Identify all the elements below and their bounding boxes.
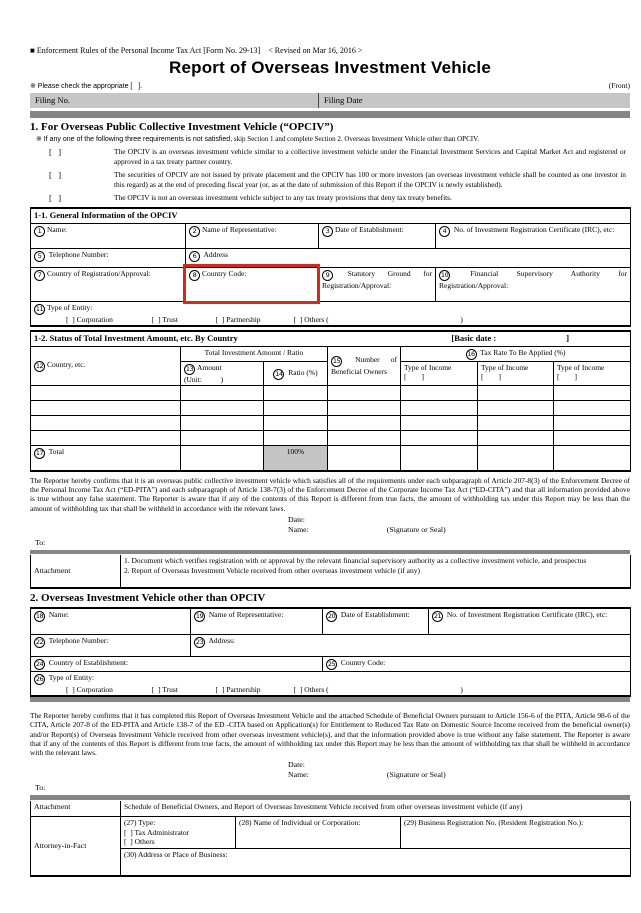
date-label[interactable]: Date: — [288, 515, 305, 525]
input-cell[interactable] — [264, 431, 328, 446]
revision-date: < Revised on Mar 16, 2016 > — [268, 46, 363, 55]
field-country-establishment[interactable]: 24 Country of Establishment: — [31, 656, 323, 671]
circled-15: 15 — [332, 357, 341, 366]
field-address[interactable]: 23 Address: — [191, 634, 631, 656]
col-header-income-2: Type of Income [ ] — [478, 361, 554, 386]
field-entity-type: 26 Type of Entity: [ ] Corporation [ ] Trust [ ] Partnership [ ] Others ( ) — [31, 671, 631, 696]
section2-title: 2. Overseas Investment Vehicle other than OPCIV — [30, 592, 266, 605]
circled-3: 3 — [322, 226, 333, 237]
circled-20: 20 — [327, 612, 336, 621]
total-row-label: 17 Total — [31, 446, 181, 471]
field-address[interactable]: 6 Address — [186, 248, 631, 267]
input-cell[interactable] — [181, 401, 264, 416]
circled-14: 14 — [275, 369, 283, 378]
filing-bar — [30, 93, 630, 108]
field-name[interactable]: 1 Name: — [31, 223, 186, 248]
filing-date-field[interactable]: Filing Date — [318, 93, 630, 108]
field-name[interactable]: 18 Name: — [31, 608, 191, 634]
input-cell[interactable] — [264, 416, 328, 431]
attachment-table-1 — [30, 555, 631, 589]
entity-option-others-close: ) — [460, 684, 463, 694]
circled-18: 18 — [35, 612, 44, 621]
general-info-table — [30, 207, 631, 327]
input-cell[interactable] — [554, 401, 631, 416]
input-cell[interactable] — [554, 446, 631, 471]
col-header-income-3: Type of Income [ ] — [554, 361, 631, 386]
field-entity-type: 11 Type of Entity: [ ] Corporation [ ] Trust [ ] Partnership [ ] Others ( ) — [31, 301, 631, 326]
circled-4: 4 — [439, 226, 450, 237]
circled-26: 26 — [35, 674, 44, 683]
enforcement-rules-text: ■ Enforcement Rules of the Personal Income Tax Act [Form No. 29-13] — [30, 46, 261, 55]
input-cell[interactable] — [401, 416, 478, 431]
field-telephone[interactable]: 5 Telephone Number: — [31, 248, 186, 267]
filing-no-field[interactable]: Filing No. — [35, 95, 70, 105]
form-rule-line — [30, 46, 630, 55]
income-bracket[interactable]: [ ] — [557, 372, 577, 382]
input-cell[interactable] — [181, 416, 264, 431]
requirement-row — [30, 170, 630, 189]
field-country-code[interactable]: 25 Country Code: — [323, 656, 631, 671]
field-establishment-date[interactable]: 3 Date of Establishment: — [319, 223, 436, 248]
col-group-amount-ratio: Total Investment Amount / Ratio — [181, 346, 328, 361]
income-bracket[interactable]: [ ] — [481, 372, 501, 382]
circled-12: 12 — [35, 362, 44, 371]
input-cell[interactable] — [328, 386, 401, 401]
field-attorney-address[interactable]: (30) Address or Place of Business: — [121, 848, 631, 876]
field-attorney-name[interactable]: (28) Name of Individual or Corporation: — [236, 817, 401, 849]
entity-option-others[interactable]: [ ] Others ( — [293, 314, 329, 324]
attachment-label: Attachment — [31, 801, 121, 817]
signature-block — [288, 515, 630, 535]
circled-7: 7 — [34, 270, 45, 281]
to-label[interactable]: To: — [35, 782, 46, 792]
input-cell[interactable] — [31, 386, 181, 401]
input-cell[interactable] — [478, 431, 554, 446]
entity-option-others-close: ) — [460, 314, 463, 324]
input-cell[interactable] — [401, 386, 478, 401]
entity-option-others[interactable]: [ ] Others ( — [293, 684, 329, 694]
seal-label: (Signature or Seal) — [386, 769, 446, 779]
col-header-income-1: Type of Income [ ] — [401, 361, 478, 386]
input-cell[interactable] — [554, 386, 631, 401]
circled-24: 24 — [35, 659, 44, 668]
table-1-1-title: 1-1. General Information of the OPCIV — [31, 208, 631, 223]
input-cell[interactable] — [401, 431, 478, 446]
page-title: Report of Overseas Investment Vehicle — [168, 58, 492, 77]
input-cell[interactable] — [328, 401, 401, 416]
input-cell[interactable] — [31, 401, 181, 416]
circled-10: 10 — [440, 270, 449, 279]
input-cell[interactable] — [181, 446, 264, 471]
circled-22: 22 — [35, 637, 44, 646]
input-cell[interactable] — [264, 386, 328, 401]
field-country-code[interactable]: 8 Country Code: — [186, 267, 319, 301]
input-cell[interactable] — [31, 416, 181, 431]
name-label[interactable]: Name: — [288, 769, 309, 779]
circled-23: 23 — [195, 637, 204, 646]
type-option-others[interactable]: [ ] Others — [124, 837, 155, 847]
circled-6: 6 — [189, 251, 200, 262]
circled-1: 1 — [34, 226, 45, 237]
input-cell[interactable] — [478, 446, 554, 471]
field-supervisory-authority[interactable]: 10 Financial Supervisory Authority for Registration/Approval: — [436, 267, 631, 301]
signature-block — [288, 760, 630, 780]
attachment-item: 2. Report of Overseas Investment Vehicle received from other overseas investment vehicle (if any) — [124, 565, 421, 575]
circled-19: 19 — [195, 612, 204, 621]
basic-date-field[interactable]: [Basic date : ] — [451, 333, 570, 344]
col-header-ratio: 14 Ratio (%) — [264, 361, 328, 386]
circled-21: 21 — [433, 612, 442, 621]
to-label[interactable]: To: — [35, 538, 46, 548]
circled-17: 17 — [35, 449, 44, 458]
section1-title: 1. For Overseas Public Collective Investment Vehicle (“OPCIV”) — [30, 121, 334, 133]
field-business-registration-no[interactable]: (29) Business Registration No. (Resident Registration No.): — [401, 817, 631, 849]
investment-status-table — [30, 330, 631, 472]
circled-11: 11 — [35, 304, 44, 313]
input-cell[interactable] — [328, 416, 401, 431]
name-label[interactable]: Name: — [288, 525, 309, 535]
attorney-table — [30, 801, 631, 878]
input-cell[interactable] — [478, 416, 554, 431]
entity-option-trust[interactable]: [ ] Trust — [151, 684, 178, 694]
requirement1-text: The OPCIV is an overseas investment vehicle similar to a collective investment vehicle under the Financial Investment Services and Capital Market Act and registered or approved in a tax treaty partner country. — [114, 147, 626, 166]
section1-confirmation: The Reporter hereby confirms that it is an overseas public collective investment vehicle which satisfies all of the requirements under each subparagraph of Article 207-8(3) of the Enforcement Decree of the Personal Income Tax Act (“ED-PITA”) and each subparagraph of Article 138-7(3) of the Enforcement Decree of the Corporate Income Tax Act (“ED-CITA”) and that all information provided above is true without any false statement. The Reporter is aware that if any of the contents of this Report is different from true facts, the amount of withholding tax under this Report may be less than the amount of withholding tax that shall be withheld in accordance with the relevant laws. — [30, 475, 630, 513]
attachment-item: 1. Document which verifies registration with or approval by the relevant financial supervisory authority as a collective investment vehicle, and prospectus — [124, 556, 587, 566]
field-country-registration[interactable]: 7 Country of Registration/Approval: — [31, 267, 186, 301]
circled-5: 5 — [34, 251, 45, 262]
section-divider — [30, 550, 630, 554]
input-cell[interactable] — [181, 386, 264, 401]
field-representative[interactable]: 2 Name of Representative: — [186, 223, 319, 248]
total-ratio-value: 100% — [264, 446, 328, 471]
circled-8: 8 — [189, 270, 200, 281]
input-cell[interactable] — [328, 446, 401, 471]
input-cell[interactable] — [181, 431, 264, 446]
circled-16: 16 — [467, 349, 475, 358]
input-cell[interactable] — [328, 431, 401, 446]
entity-option-trust[interactable]: [ ] Trust — [151, 314, 178, 324]
attachment-items — [121, 555, 631, 588]
table-1-2-title: 1-2. Status of Total Investment Amount, etc. By Country — [34, 333, 238, 344]
input-cell[interactable] — [478, 386, 554, 401]
attachment-text: Schedule of Beneficial Owners, and Report of Overseas Investment Vehicle received from other overseas investment vehicle (if any) — [121, 801, 631, 817]
field-irc-no[interactable]: 21 No. of Investment Registration Certificate (IRC), etc: — [429, 608, 631, 634]
section-divider — [30, 697, 630, 702]
requirement3-checkbox[interactable]: [ ] — [49, 193, 62, 204]
entity-option-partnership[interactable]: [ ] Partnership — [215, 314, 261, 324]
type-option-tax-administrator[interactable]: [ ] Tax Administrator — [124, 827, 190, 837]
section1-note: ※ If any one of the following three requirements is not satisfied, skip Section 1 and complete Section 2. Overseas Investment Vehicle other than OPCIV. — [36, 135, 479, 143]
entity-option-partnership[interactable]: [ ] Partnership — [215, 684, 261, 694]
requirement3-text: The OPCIV is not an overseas investment vehicle subject to any tax treaty provisions that deny tax treaty benefits. — [114, 193, 452, 203]
entity-option-corporation[interactable]: [ ] Corporation — [66, 314, 113, 324]
input-cell[interactable] — [554, 431, 631, 446]
requirement2-checkbox[interactable]: [ ] — [49, 170, 62, 181]
date-label[interactable]: Date: — [288, 759, 305, 769]
input-cell[interactable] — [401, 446, 478, 471]
attachment-label: Attachment — [31, 555, 121, 588]
col-header-owners: 15 Number of Beneficial Owners — [328, 346, 401, 386]
input-cell[interactable] — [264, 401, 328, 416]
input-cell[interactable] — [31, 431, 181, 446]
requirement-row — [30, 147, 630, 166]
field-statutory-ground[interactable]: 9 Statutory Ground for Registration/Approval: — [319, 267, 436, 301]
input-cell[interactable] — [478, 401, 554, 416]
col-header-amount: 13 Amount (Unit: ) — [181, 361, 264, 386]
field-telephone[interactable]: 22 Telephone Number: — [31, 634, 191, 656]
circled-2: 2 — [189, 226, 200, 237]
col-header-country: 12 Country, etc. — [31, 346, 181, 386]
attorney-label: Attorney-in-Fact — [31, 817, 121, 877]
circled-25: 25 — [327, 659, 336, 668]
input-cell[interactable] — [401, 401, 478, 416]
circled-13: 13 — [185, 364, 194, 373]
requirement-row — [30, 193, 630, 203]
field-representative[interactable]: 19 Name of Representative: — [191, 608, 323, 634]
seal-label: (Signature or Seal) — [386, 525, 446, 535]
field-attorney-type: (27) Type: [ ] Tax Administrator [ ] Others — [121, 817, 236, 849]
field-irc-no[interactable]: 4 No. of Investment Registration Certificate (IRC), etc: — [436, 223, 631, 248]
amount-unit[interactable]: (Unit: ) — [184, 374, 224, 384]
section-divider — [30, 111, 630, 118]
section2-info-table — [30, 607, 631, 697]
section-divider — [30, 795, 630, 800]
requirement2-text: The securities of OPCIV are not issued by private placement and the OPCIV has 100 or more investors (an overseas investment vehicle shall be counted as one investor in this regard) as at the end of preceding fiscal year (or, as at the date of submission of this Report if the OPCIV is newly established). — [114, 170, 626, 189]
entity-option-corporation[interactable]: [ ] Corporation — [66, 684, 113, 694]
check-instruction: ※ Please check the appropriate [ ]. — [30, 83, 143, 90]
circled-9: 9 — [322, 270, 333, 281]
requirement1-checkbox[interactable]: [ ] — [49, 147, 62, 157]
front-label: (Front) — [608, 81, 630, 90]
col-group-tax-rate: 16 Tax Rate To Be Applied (%) — [401, 346, 631, 361]
income-bracket[interactable]: [ ] — [404, 372, 424, 382]
input-cell[interactable] — [554, 416, 631, 431]
field-establishment-date[interactable]: 20 Date of Establishment: — [323, 608, 429, 634]
section2-confirmation: The Reporter hereby confirms that it has completed this Report of Overseas Investment Vehicle and the attached Schedule of Beneficial Owners pursuant to Article 156-6 of the PITA, Article 98-6 of the CITA, Article 207-8 of the ED-PITA and Article 138-7 of the ED -CITA based on Application(s) for Entitlement to Reduced Tax Rate on Domestic Source Income received from the beneficial owner(s) and/or Report(s) of Overseas Investment Vehicle received from other overseas investment vehicle(s), and that the information provided above is true without any false statement. The Reporter is aware that if any of the contents of this Report is different from true facts, the amount of withholding tax under this Report may be less than the amount of withholding tax that shall be withheld in accordance with the relevant laws. — [30, 711, 630, 758]
